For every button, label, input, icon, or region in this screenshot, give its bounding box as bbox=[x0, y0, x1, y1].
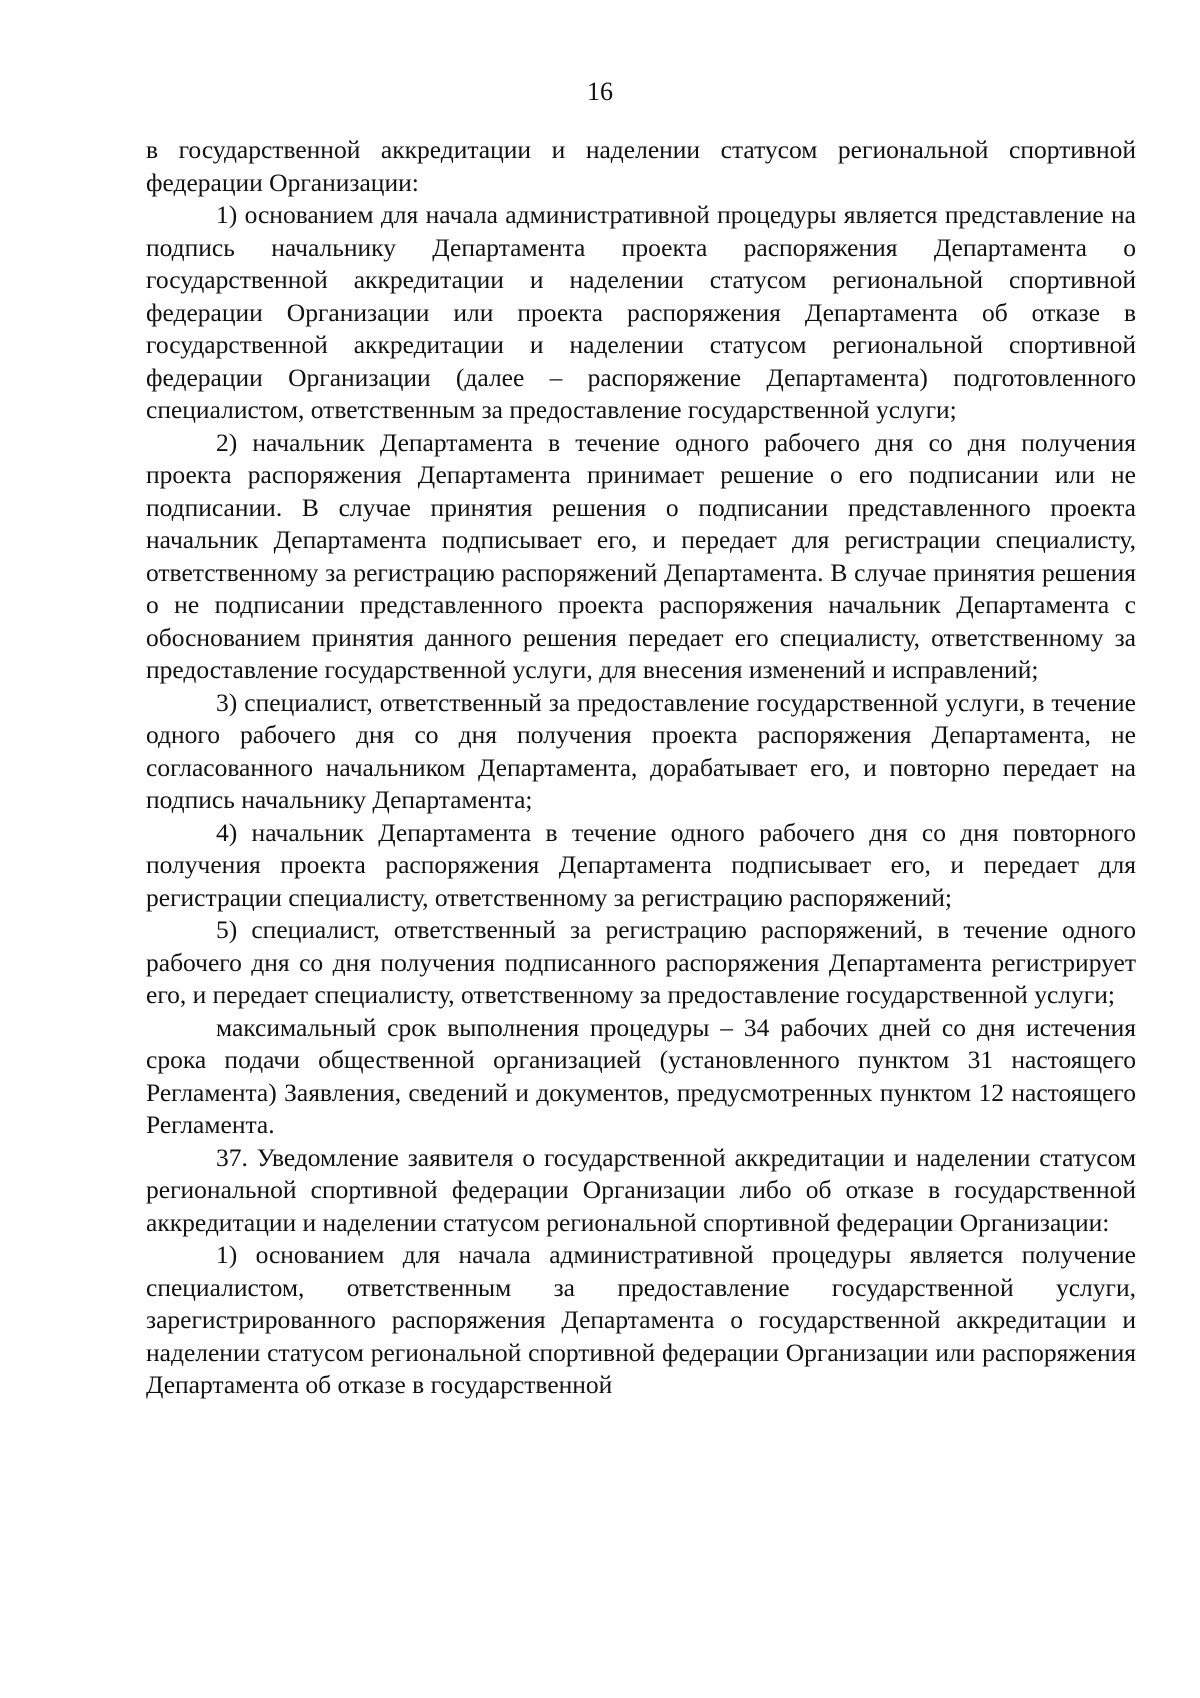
page-number: 16 bbox=[587, 77, 613, 106]
paragraph: 37. Уведомление заявителя о государственной аккредитации и наделении статусом региональной спортивной федерации Организации либо об отказе в государственной аккредитации и наделении статусом региональной спортивной федерации Организации: bbox=[146, 1142, 1136, 1237]
paragraph: 1) основанием для начала административной процедуры является получение специалистом, ответственным за предоставление государственной услуги, зарегистрированного распоряжения Департамента о государственной аккредитации и наделении статусом региональной спортивной федерации Организации или распоряжения Департамента об отказе в государственной bbox=[146, 1240, 1136, 1399]
paragraph: 4) начальник Департамента в течение одного рабочего дня со дня повторного получения проекта распоряжения Департамента подписывает его, и передает для регистрации специалисту, ответственному за регистрацию распоряжений; bbox=[146, 817, 1136, 912]
document-body bbox=[146, 134, 1136, 1402]
paragraph: 2) начальник Департамента в течение одного рабочего дня со дня получения проекта распоряжения Департамента принимает решение о его подписании или не подписании. В случае принятия решения о подписании представленного проекта начальник Департамента подписывает его, и передает для регистрации специалисту, ответственному за регистрацию распоряжений Департамента. В случае принятия решения о не подписании представленного проекта распоряжения начальник Департамента с обоснованием принятия данного решения передает его специалисту, ответственному за предоставление государственной услуги, для внесения изменений и исправлений; bbox=[146, 427, 1136, 684]
paragraph: 5) специалист, ответственный за регистрацию распоряжений, в течение одного рабочего дня со дня получения подписанного распоряжения Департамента регистрирует его, и передает специалисту, ответственному за предоставление государственной услуги; bbox=[146, 915, 1136, 1009]
paragraph: 3) специалист, ответственный за предоставление государственной услуги, в течение одного рабочего дня со дня получения проекта распоряжения Департамента, не согласованного начальником Департамента, дорабатывает его, и повторно передает на подпись начальнику Департамента; bbox=[146, 687, 1136, 814]
paragraph: максимальный срок выполнения процедуры – 34 рабочих дней со дня истечения срока подачи общественной организацией (установленного пунктом 31 настоящего Регламента) Заявления, сведений и документов, предусмотренных пунктом 12 настоящего Регламента. bbox=[146, 1012, 1136, 1139]
paragraph: 1) основанием для начала административной процедуры является представление на подпись начальнику Департамента проекта распоряжения Департамента о государственной аккредитации и наделении статусом региональной спортивной федерации Организации или проекта распоряжения Департамента об отказе в государственной аккредитации и наделении статусом региональной спортивной федерации Организации (далее – распоряжение Департамента) подготовленного специалистом, ответственным за предоставление государственной услуги; bbox=[146, 200, 1136, 424]
paragraph: в государственной аккредитации и наделении статусом региональной спортивной федерации Организации: bbox=[146, 135, 1136, 197]
